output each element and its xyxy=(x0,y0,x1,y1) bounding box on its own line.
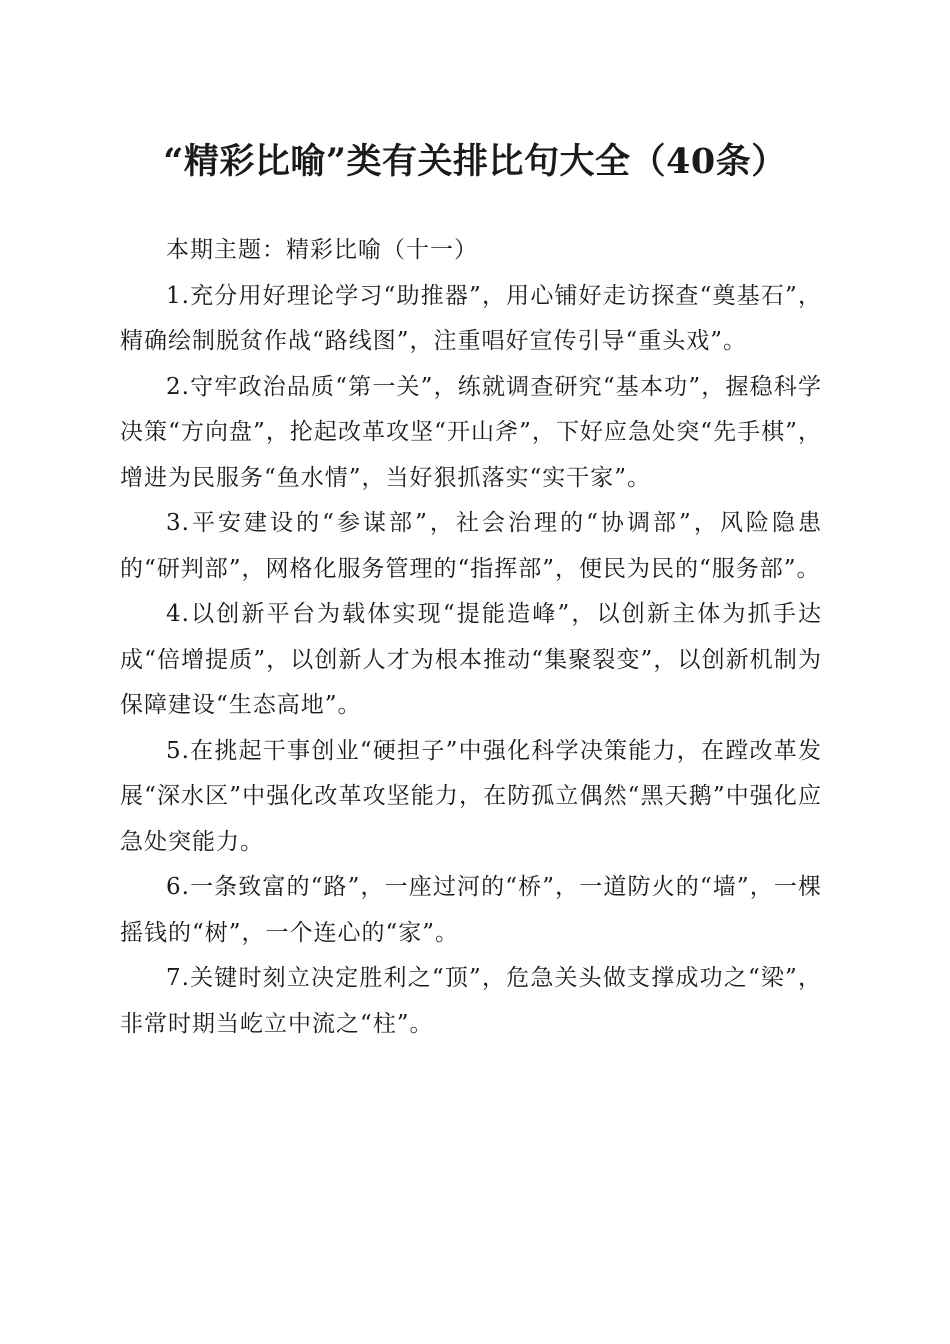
document-title: “精彩比喻”类有关排比句大全（40条） xyxy=(163,141,787,182)
list-item: 5.在挑起干事创业“硬担子”中强化科学决策能力，在蹚改革发展“深水区”中强化改革攻坚能力，在防孤立偶然“黑天鹅”中强化应急处突能力。 xyxy=(120,737,822,855)
list-item: 7.关键时刻立决定胜利之“顶”，危急关头做支撑成功之“梁”，非常时期当屹立中流之“柱”。 xyxy=(120,965,822,1037)
document-subtitle: 本期主题：精彩比喻（十一） xyxy=(166,237,478,263)
list-item: 1.充分用好理论学习“助推器”，用心铺好走访探查“奠基石”，精确绘制脱贫作战“路线图”，注重唱好宣传引导“重头戏”。 xyxy=(120,282,822,354)
list-item: 3.平安建设的“参谋部”，社会治理的“协调部”，风险隐患的“研判部”，网格化服务管理的“指挥部”，便民为民的“服务部”。 xyxy=(120,510,822,582)
document-body xyxy=(120,228,822,1047)
list-item: 4.以创新平台为载体实现“提能造峰”，以创新主体为抓手达成“倍增提质”，以创新人才为根本推动“集聚裂变”，以创新机制为保障建设“生态高地”。 xyxy=(120,601,822,718)
list-item: 6.一条致富的“路”，一座过河的“桥”，一道防火的“墙”，一棵摇钱的“树”，一个连心的“家”。 xyxy=(120,874,822,946)
list-item: 2.守牢政治品质“第一关”，练就调查研究“基本功”，握稳科学决策“方向盘”，抡起改革攻坚“开山斧”，下好应急处突“先手棋”，增进为民服务“鱼水情”，当好狠抓落实“实干家”。 xyxy=(120,373,822,491)
